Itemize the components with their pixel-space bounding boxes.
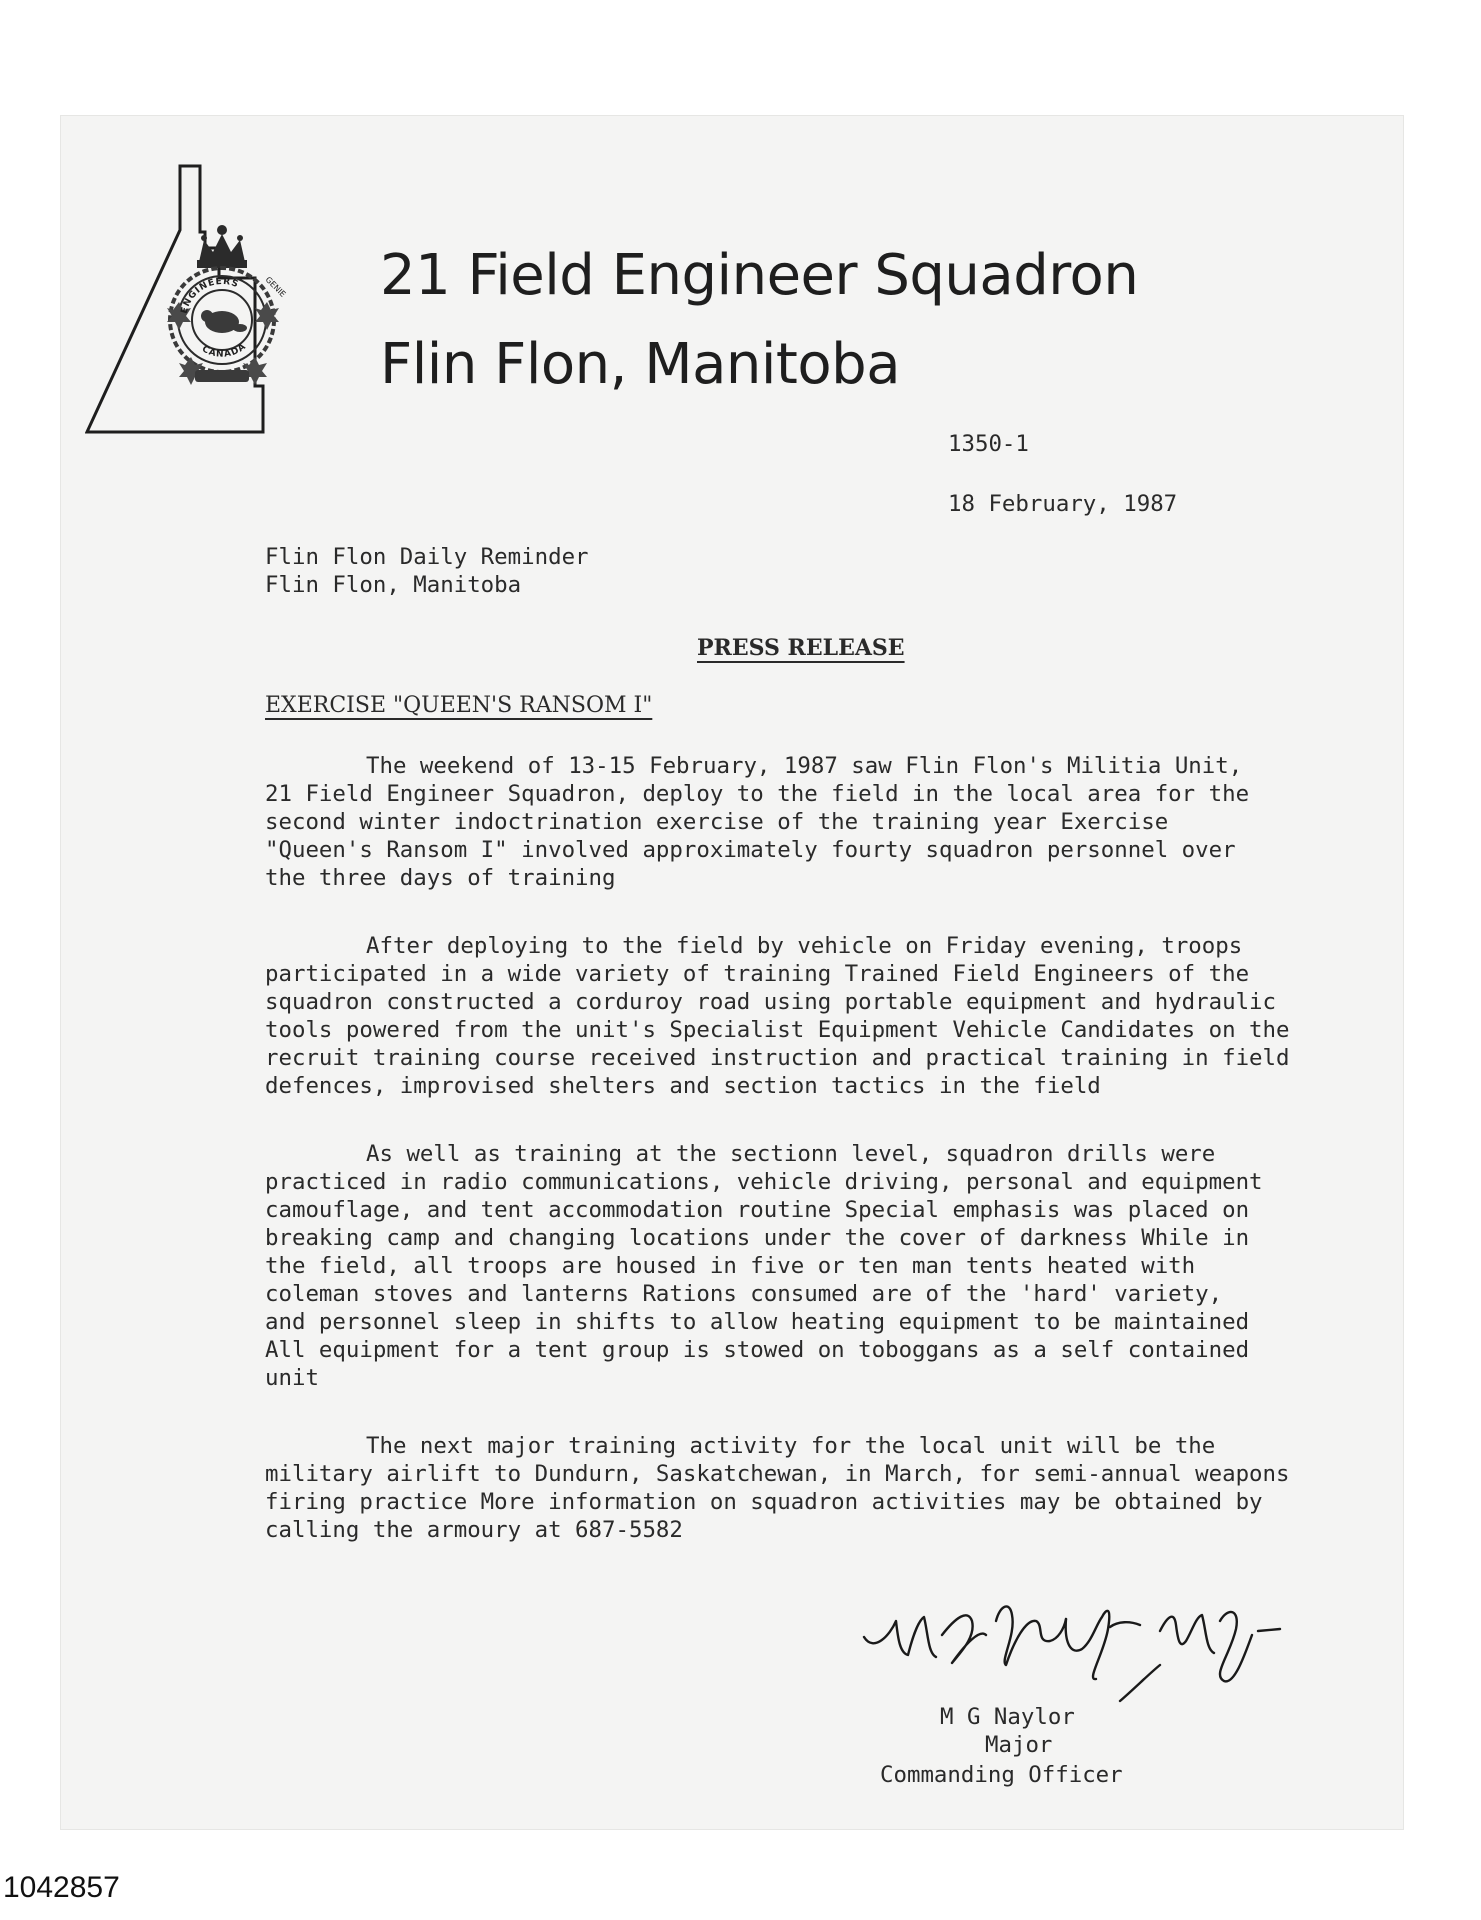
handwritten-signature xyxy=(860,1595,1340,1735)
paragraph-line: 21 Field Engineer Squadron, deploy to the field in the local area for the xyxy=(265,781,1250,807)
paragraph-line: practiced in radio communications, vehicle driving, personal and equipment xyxy=(265,1169,1263,1195)
paragraph-line: All equipment for a tent group is stowed on toboggans as a self contained xyxy=(265,1337,1250,1363)
paragraph-line: breaking camp and changing locations under the cover of darkness While in xyxy=(265,1225,1250,1251)
badge-text-bottom: CANADA xyxy=(200,341,249,360)
paragraph-line: the three days of training xyxy=(265,865,616,891)
paragraph-line: defences, improvised shelters and section tactics in the field xyxy=(265,1073,1101,1099)
paragraph-line: calling the armoury at 687-5582 xyxy=(265,1517,683,1543)
recipient-location: Flin Flon, Manitoba xyxy=(265,572,522,598)
paragraph-line: second winter indoctrination exercise of the training year Exercise xyxy=(265,809,1169,835)
recipient-name: Flin Flon Daily Reminder xyxy=(265,544,589,570)
reference-number: 1350-1 xyxy=(948,431,1029,457)
paragraph-line: participated in a wide variety of training Trained Field Engineers of the xyxy=(265,961,1250,987)
badge-text-top: ENGINEERS xyxy=(179,276,241,315)
org-name: 21 Field Engineer Squadron xyxy=(380,243,1139,308)
paragraph-line: tools powered from the unit's Specialist Equipment Vehicle Candidates on the xyxy=(265,1017,1290,1043)
body-paragraph xyxy=(265,932,1405,1100)
press-release-heading: PRESS RELEASE xyxy=(697,635,905,661)
paragraph-line: recruit training course received instruction and practical training in field xyxy=(265,1045,1290,1071)
paragraph-line: squadron constructed a corduroy road using portable equipment and hydraulic xyxy=(265,989,1277,1015)
squadron-badge-logo xyxy=(85,160,355,440)
body-paragraph xyxy=(265,1432,1405,1544)
signer-name: M G Naylor xyxy=(940,1704,1075,1730)
paragraph-line: firing practice More information on squadron activities may be obtained by xyxy=(265,1489,1263,1515)
exercise-title: EXERCISE "QUEEN'S RANSOM I" xyxy=(265,693,653,718)
svg-text:CANADA xyxy=(200,342,248,360)
paragraph-line: military airlift to Dundurn, Saskatchewan, in March, for semi-annual weapons xyxy=(265,1461,1290,1487)
paragraph-line: The weekend of 13-15 February, 1987 saw Flin Flon's Militia Unit, xyxy=(366,753,1243,779)
badge-text-side: GENIE xyxy=(263,275,288,299)
paragraph-line: coleman stoves and lanterns Rations consumed are of the 'hard' variety, xyxy=(265,1281,1223,1307)
paragraph-line: The next major training activity for the local unit will be the xyxy=(366,1433,1216,1459)
paragraph-line: As well as training at the sectionn level, squadron drills were xyxy=(366,1141,1216,1167)
paragraph-line: unit xyxy=(265,1365,319,1391)
signer-title: Commanding Officer xyxy=(880,1762,1123,1788)
paragraph-line: "Queen's Ransom I" involved approximately fourty squadron personnel over xyxy=(265,837,1236,863)
paragraph-line: camouflage, and tent accommodation routine Special emphasis was placed on xyxy=(265,1197,1250,1223)
letter-date: 18 February, 1987 xyxy=(948,491,1178,517)
paragraph-line: After deploying to the field by vehicle on Friday evening, troops xyxy=(366,933,1243,959)
paragraph-line: the field, all troops are housed in five or ten man tents heated with xyxy=(265,1253,1196,1279)
svg-text:ENGINEERS xyxy=(180,277,241,315)
body-paragraph xyxy=(265,752,1405,892)
document-id: 1042857 xyxy=(3,1871,120,1904)
org-location: Flin Flon, Manitoba xyxy=(380,332,901,397)
paragraph-line: and personnel sleep in shifts to allow heating equipment to be maintained xyxy=(265,1309,1250,1335)
signer-rank: Major xyxy=(985,1732,1053,1758)
beaver-icon xyxy=(201,310,247,333)
body-paragraph xyxy=(265,1140,1405,1392)
